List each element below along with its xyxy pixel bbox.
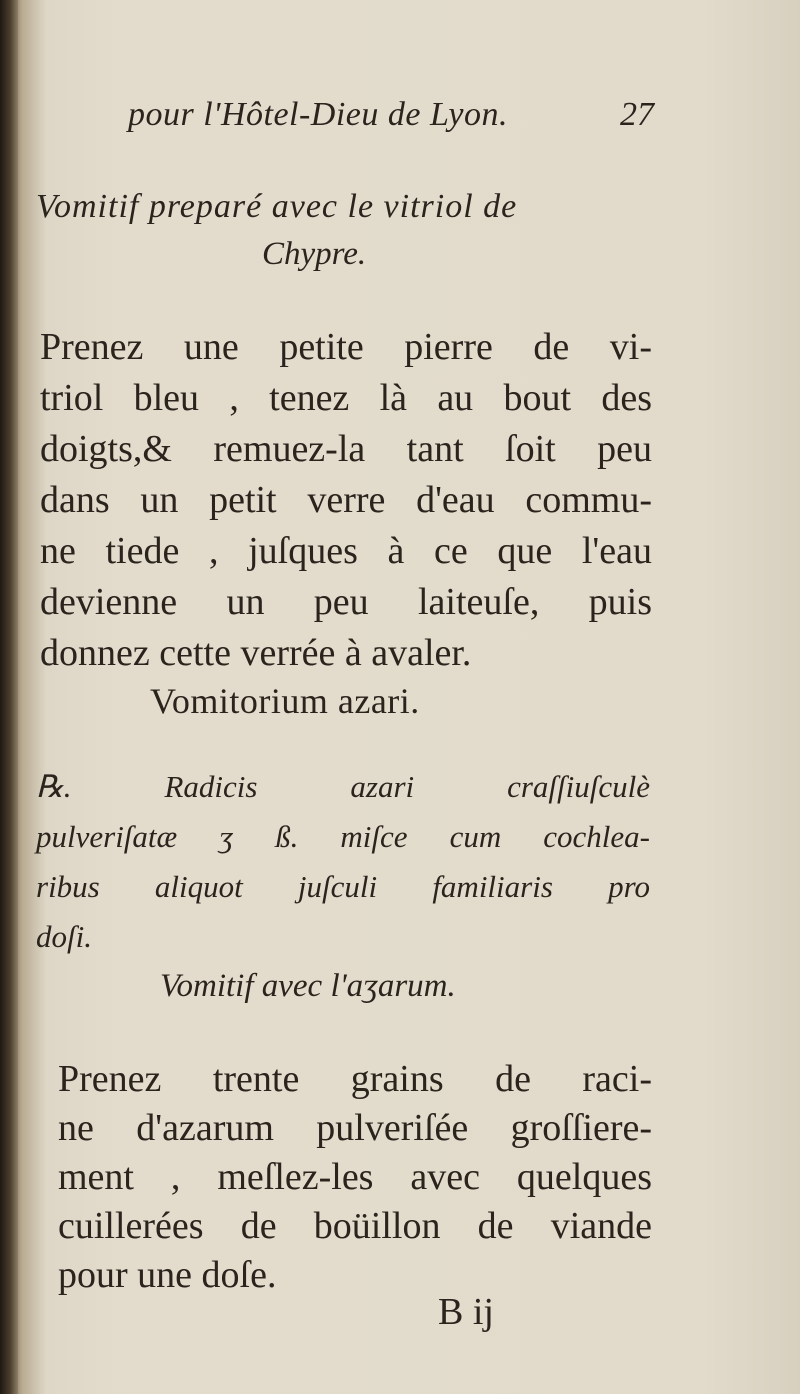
text-line: doſi. [36, 919, 92, 954]
paragraph-vomitif-azarum [58, 1055, 652, 1300]
page-header [0, 96, 800, 146]
book-gutter [0, 0, 18, 1394]
text-line: donnez cette verrée à avaler. [40, 632, 472, 674]
page-number: 27 [620, 96, 654, 133]
text-line: pulveriſatæ ʒ ß. miſce cum cochlea- [36, 819, 650, 854]
running-head: pour l'Hôtel-Dieu de Lyon. [128, 96, 508, 133]
text-line: ne tiede , juſques à ce que l'eau [40, 530, 652, 572]
section-title-vomitorium: Vomitorium azari. [150, 681, 420, 721]
paragraph-vomitif-vitriol [40, 322, 652, 679]
text-line: ribus aliquot juſculi familiaris pro [36, 869, 650, 904]
text-line: pour une doſe. [58, 1254, 277, 1296]
text-line: Prenez une petite pierre de vi- [40, 326, 652, 368]
text-line: dans un petit verre d'eau commu- [40, 479, 652, 521]
section-title-vomitif-line1: Vomitif preparé avec le vitriol de [36, 188, 518, 225]
section-title-vomitif-line2: Chypre. [262, 236, 367, 272]
section-title-vomitif-azarum: Vomitif avec l'aʒarum. [160, 968, 456, 1004]
text-line: doigts,& remuez-la tant ſoit peu [40, 428, 652, 470]
text-line: Prenez trente grains de raci- [58, 1058, 652, 1100]
text-line: ℞. Radicis azari craſſiuſculè [36, 769, 650, 804]
signature-mark: B ij [438, 1291, 494, 1333]
paragraph-vomitorium-azari [36, 762, 650, 962]
text-line: ment , meſlez-les avec quelques [58, 1156, 652, 1198]
text-line: cuillerées de boüillon de viande [58, 1205, 652, 1247]
text-line: triol bleu , tenez là au bout des [40, 377, 652, 419]
text-line: devienne un peu laiteuſe, puis [40, 581, 652, 623]
text-line: ne d'azarum pulveriſée groſſiere- [58, 1107, 652, 1149]
